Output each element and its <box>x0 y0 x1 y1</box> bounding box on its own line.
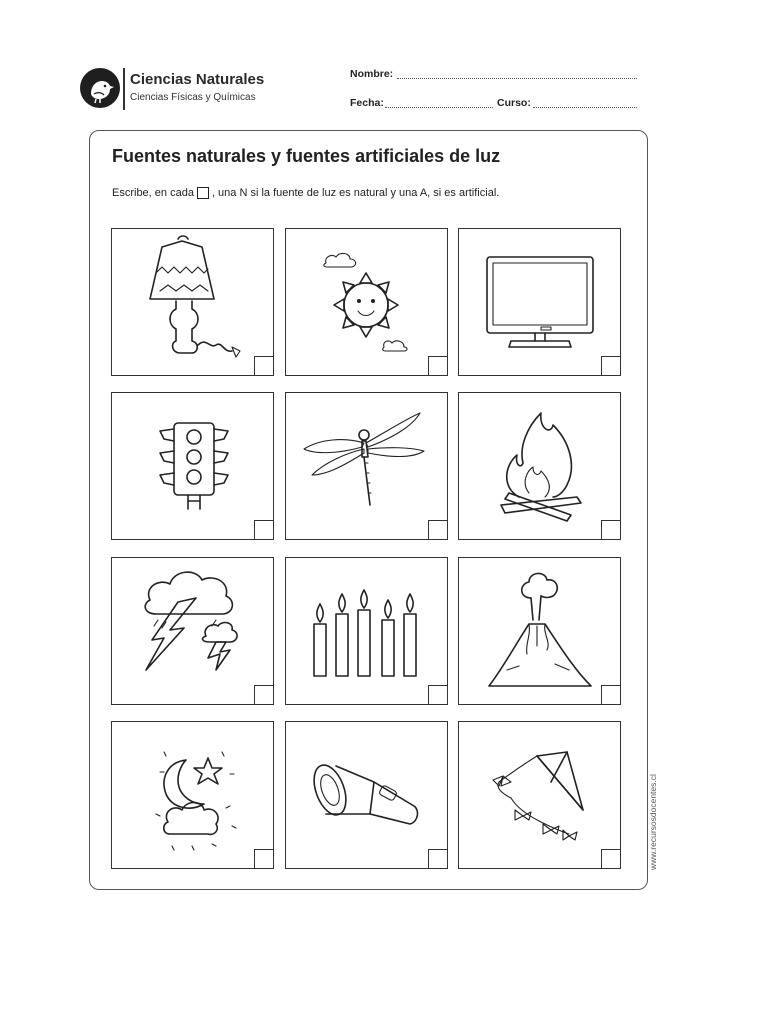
moon-stars-icon <box>112 722 275 870</box>
answer-box[interactable] <box>428 849 448 869</box>
card-lamp <box>111 228 274 376</box>
card-sun <box>285 228 448 376</box>
candles-icon <box>286 558 449 706</box>
television-icon <box>459 229 622 377</box>
answer-box[interactable] <box>254 685 274 705</box>
card-flashlight <box>285 721 448 869</box>
card-dragonfly <box>285 392 448 540</box>
name-field[interactable] <box>397 78 637 79</box>
answer-box[interactable] <box>601 520 621 540</box>
answer-box[interactable] <box>601 685 621 705</box>
bird-icon <box>80 68 120 108</box>
date-label: Fecha: <box>350 97 384 109</box>
answer-box[interactable] <box>254 520 274 540</box>
brand-title: Ciencias Naturales <box>130 71 265 88</box>
card-bonfire <box>458 392 621 540</box>
card-candles <box>285 557 448 705</box>
traffic-light-icon <box>112 393 275 541</box>
answer-box[interactable] <box>601 356 621 376</box>
answer-box[interactable] <box>428 685 448 705</box>
lamp-icon <box>112 229 275 377</box>
volcano-icon <box>459 558 622 706</box>
kite-icon <box>459 722 622 870</box>
instruction-before: Escribe, en cada <box>112 187 194 199</box>
answer-box[interactable] <box>601 849 621 869</box>
lightning-storm-icon <box>112 558 275 706</box>
answer-box[interactable] <box>428 520 448 540</box>
card-kite <box>458 721 621 869</box>
answer-box[interactable] <box>428 356 448 376</box>
answer-box[interactable] <box>254 849 274 869</box>
card-traffic-light <box>111 392 274 540</box>
card-volcano <box>458 557 621 705</box>
card-television <box>458 228 621 376</box>
card-moon-stars <box>111 721 274 869</box>
bonfire-icon <box>459 393 622 541</box>
editorial-logo <box>80 68 120 108</box>
card-lightning <box>111 557 274 705</box>
flashlight-icon <box>286 722 449 870</box>
date-field[interactable] <box>385 107 493 108</box>
answer-box-sample-icon <box>197 187 209 199</box>
name-label: Nombre: <box>350 68 394 80</box>
instruction <box>112 187 499 199</box>
sun-icon <box>286 229 449 377</box>
dragonfly-icon <box>286 393 449 541</box>
answer-box[interactable] <box>254 356 274 376</box>
brand-divider <box>123 68 125 110</box>
course-field[interactable] <box>533 107 637 108</box>
course-label: Curso: <box>497 97 531 109</box>
brand-subtitle: Ciencias Físicas y Químicas <box>130 92 256 103</box>
worksheet-title: Fuentes naturales y fuentes artificiales de luz <box>112 146 501 166</box>
website-watermark: www.recursosdocentes.cl <box>648 774 658 870</box>
instruction-after: , una N si la fuente de luz es natural y una A, si es artificial. <box>211 187 500 199</box>
